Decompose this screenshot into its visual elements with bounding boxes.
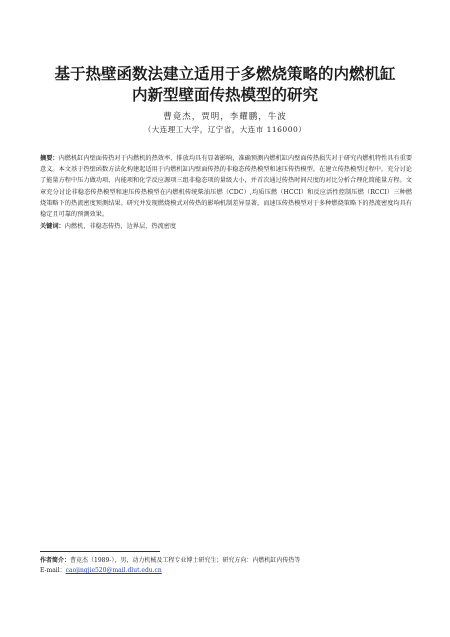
keywords xyxy=(40,222,412,232)
author-bio-text: 曹竟杰（1989-），男，动力机械及工程专业博士研究生；研究方向：内燃机缸内传热等 xyxy=(70,557,301,564)
keywords-label: 关键词： xyxy=(40,223,65,230)
abstract-label: 摘要： xyxy=(40,155,59,162)
email-link[interactable]: caojingjie520@mail.dlut.edu.cn xyxy=(65,567,162,574)
author-bio-label: 作者简介： xyxy=(40,557,71,564)
paper-title xyxy=(30,64,420,106)
email-line xyxy=(40,566,412,576)
abstract-text: 内燃机缸内壁面传热对于内燃机的热效率、排放均具有显著影响，准确预测内燃机缸内壁面传热损失对于研究内燃机特性具有重要意义。本文基于热壁函数方法化构建起适用于内燃机缸内壁面传热的非稳态传热模型和速压传热模型。在建立传热模型过程中，充分讨论了能量方程中压力做功项、内能项和化学反应源项三组非稳态项的量级大小，并首次通过传热时间尺度的对比分析合理化简能量方程。文章充分讨论非稳态传热模型和速压传热模型在内燃机传统柴油压燃（CDC）,均质压燃（HCCI）和反应活性控制压燃（RCCI）三种燃烧策略下的热流密度预测结果。研究并发现燃烧模式对传热的影响机制差异显著，而速压传热模型对于多种燃烧策略下的热流密度均具有稳定且可靠的预测效果。 xyxy=(40,155,413,219)
title-line-1: 基于热壁函数法建立适用于多燃烧策略的内燃机缸 xyxy=(54,65,396,83)
abstract xyxy=(40,153,412,220)
author-footnote xyxy=(40,556,412,576)
keywords-text: 内燃机，非稳态传热，边界层，热流密度 xyxy=(64,223,177,230)
footnote-divider xyxy=(40,551,160,552)
author-list: 曹竟杰，贾明，李耀鹏，牛波 xyxy=(163,112,287,122)
email-label: E-mail： xyxy=(40,567,66,574)
author-bio xyxy=(40,556,412,566)
title-line-2: 内新型壁面传热模型的研究 xyxy=(131,86,318,104)
affiliation: （大连理工大学，辽宁省，大连市 116000） xyxy=(143,125,307,134)
